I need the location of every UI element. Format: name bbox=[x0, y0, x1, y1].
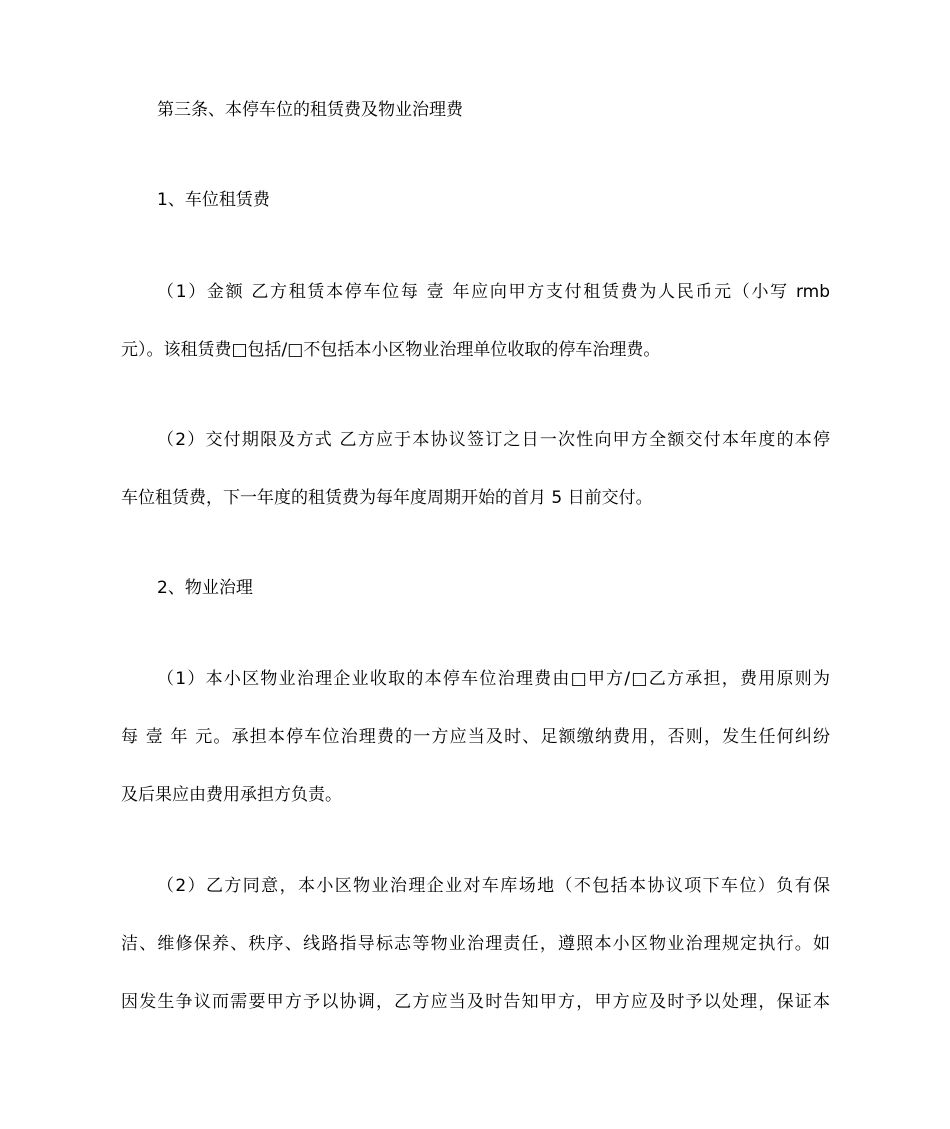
section-2-item-1-line-2: 每 壹 年 元。承担本停车位治理费的一方应当及时、足额缴纳费用，否则，发生任何纠纷 bbox=[121, 727, 830, 747]
section-2-item-2-line-3: 因发生争议而需要甲方予以协调，乙方应当及时告知甲方，甲方应及时予以处理，保证本 bbox=[121, 992, 830, 1012]
section-1-item-1-line-1: （1）金额 乙方租赁本停车位每 壹 年应向甲方支付租赁费为人民币元（小写 rmb bbox=[157, 282, 830, 302]
section-2-item-1-line-3: 及后果应由费用承担方负责。 bbox=[121, 785, 342, 805]
section-2-item-2-line-2: 洁、维修保养、秩序、线路指导标志等物业治理责任，遵照本小区物业治理规定执行。如 bbox=[121, 934, 830, 954]
article-heading: 第三条、本停车位的租赁费及物业治理费 bbox=[157, 100, 463, 120]
section-2-item-1-line-1: （1）本小区物业治理企业收取的本停车位治理费由□甲方/□乙方承担，费用原则为 bbox=[157, 669, 830, 689]
section-2-heading: 2、物业治理 bbox=[157, 578, 253, 598]
section-1-item-1-line-2: 元）。该租赁费□包括/□不包括本小区物业治理单位收取的停车治理费。 bbox=[121, 340, 661, 360]
section-2-item-2-line-1: （2）乙方同意，本小区物业治理企业对车库场地（不包括本协议项下车位）负有保 bbox=[157, 876, 830, 896]
section-1-heading: 1、车位租赁费 bbox=[157, 190, 270, 210]
section-1-item-2-line-1: （2）交付期限及方式 乙方应于本协议签订之日一次性向甲方全额交付本年度的本停 bbox=[157, 430, 830, 450]
section-1-item-2-line-2: 车位租赁费，下一年度的租赁费为每年度周期开始的首月 5 日前交付。 bbox=[121, 488, 653, 508]
